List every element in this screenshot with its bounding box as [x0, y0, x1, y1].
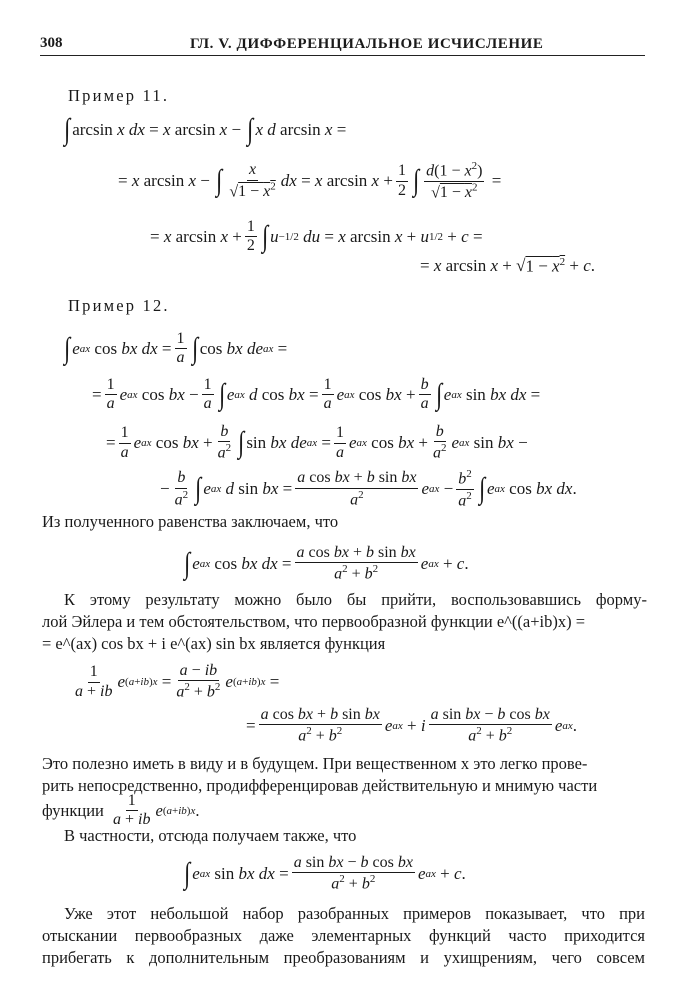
para-real-line-1: Это полезно иметь в виду и в будущем. При вещественном x это легко прове-	[42, 754, 588, 773]
example-12-line-1: ∫ e ax cos bx dx = $\frac{1}{a}$ ∫ cos bx de ax =	[64, 330, 288, 367]
para-final-line-2: отыскании первообразных даже элементарных функций часто приходится	[42, 926, 645, 945]
page-number: 308	[40, 35, 63, 51]
para-euler-line-1: К этому результату можно было бы прийти, воспользовавшись форму-	[64, 590, 647, 609]
text-particular: В частности, отсюда получаем также, что	[64, 826, 357, 845]
text-conclusion: Из полученного равенства заключаем, что	[42, 512, 339, 531]
example-11-line-3: = x arcsin x + $\frac{1}{2}$ ∫ u −1/2 du = x arcsin x + u 1/2 + c =	[150, 218, 483, 255]
formula-cos-result: ∫ e ax cos bx dx = $\frac{\text{a cos bx + b sin bx}}{a^2 + b^2}$ e ax + c .	[184, 544, 469, 583]
para-real-line-2: рить непосредственно, продифференцировав действительную и мнимую части	[42, 776, 598, 795]
formula-sin-result: ∫ e ax sin bx dx = $\frac{\text{a sin bx − b cos bx}}{a^2 + b^2}$ e ax + c .	[184, 854, 466, 893]
example-12-heading: Пример 12.	[68, 296, 170, 315]
para-final-line-1: Уже этот небольшой набор разобранных примеров показывает, что при	[64, 904, 645, 923]
chapter-title: ГЛ. V. ДИФФЕРЕНЦИАЛЬНОЕ ИСЧИСЛЕНИЕ	[190, 36, 544, 52]
running-header	[40, 33, 645, 56]
example-11-line-2: = x arcsin x − ∫ $\frac{x}{√1 - x^2}$ dx = x arcsin x + $\frac{1}{2}$ ∫ $\frac{d(1 - x^2)}{√1 - x^2}$ =	[118, 160, 502, 202]
formula-euler-line-1: $\frac{1}{a + ib}$ e (a+ib)x = $\frac{a - ib}{a^2 + b^2}$ e (a+ib)x =	[75, 662, 280, 701]
example-11-heading: Пример 11.	[68, 86, 170, 105]
example-11-line-1: ∫ arcsin x dx = x arcsin x − ∫ x d arcsin x =	[64, 113, 347, 146]
para-euler-line-2: лой Эйлера и тем обстоятельством, что первообразной функции e^((a+ib)x) =	[42, 612, 586, 631]
example-12-line-2: = $\frac{1}{a}$ e ax cos bx − $\frac{1}{a}$ ∫ e ax d cos bx = $\frac{1}{a}$ e ax cos bx + $\frac{b}{a}$ ∫ e ax sin bx dx =	[92, 376, 541, 413]
example-12-line-3: = $\frac{1}{a}$ e ax cos bx + $\frac{b}{a^2}$ ∫ sin bx de ax = $\frac{1}{a}$ e ax cos bx + $\frac{b}{a^2}$ e ax sin bx −	[106, 423, 528, 462]
example-11-line-4: = x arcsin x + √ $1 - x^2$ + c .	[420, 256, 595, 276]
example-12-line-4: − $\frac{b}{a^2}$ ∫ e ax d sin bx = $\frac{\text{a cos bx + b sin bx}}{a^2}$ e ax − $\frac{b^2}{a^2}$ ∫ e ax cos bx dx .	[160, 468, 577, 510]
para-real-line-3: функции $\frac{1}{a + ib}$ e (a+ib)x .	[42, 792, 200, 829]
formula-euler-line-2: = $\frac{\text{a cos bx + b sin bx}}{a^2 + b^2}$ e ax + i $\frac{\text{a sin bx − b cos bx}}{a^2 + b^2}$ e ax .	[246, 706, 578, 745]
para-euler-line-3: = e^(ax) cos bx + i e^(ax) sin bx является функция	[42, 634, 386, 653]
para-final-line-3: прибегать к дополнительным преобразованиям и ухищрениям, чего совсем	[42, 948, 645, 967]
